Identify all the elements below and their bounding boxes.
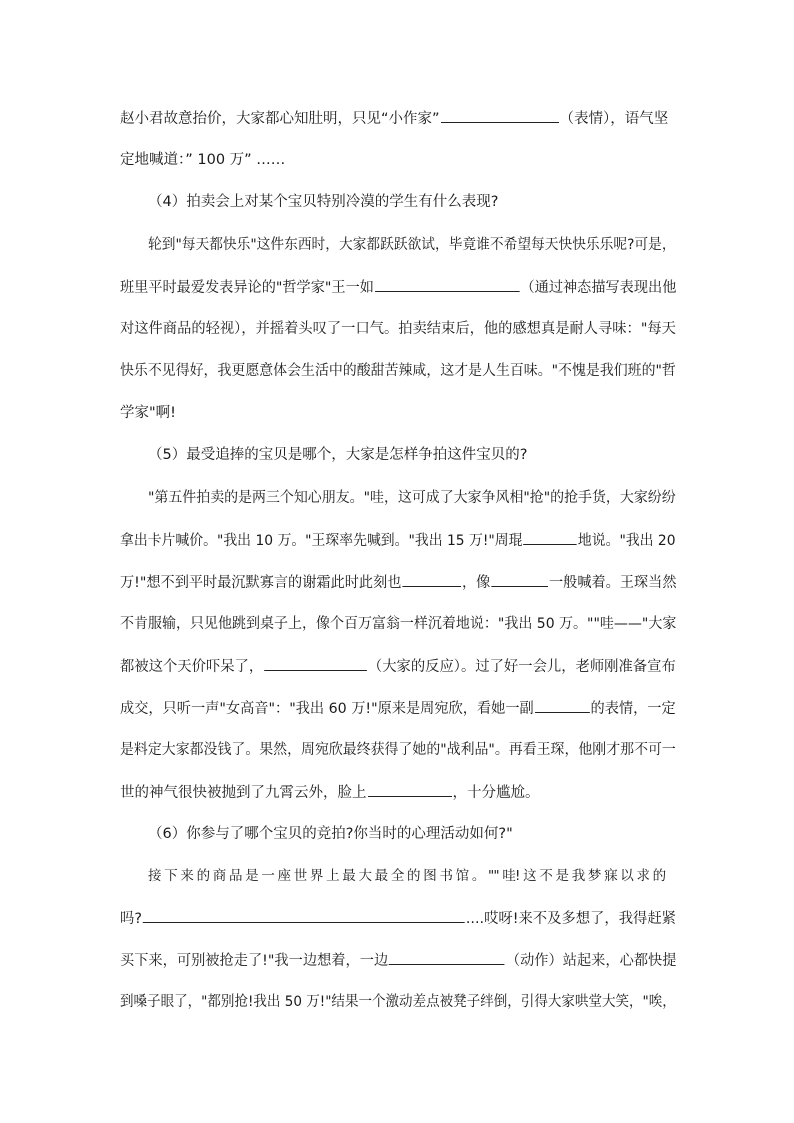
answer-blank[interactable]: [389, 950, 505, 965]
answer-blank[interactable]: [523, 530, 576, 545]
text-line: 学家"啊!: [120, 405, 176, 421]
answer-blank[interactable]: [441, 108, 559, 123]
text-line: 不肯服输，只见他跳到桌子上，像个百万富翁一样沉着地说："我出 50 万。""哇——"大家: [120, 616, 677, 632]
answer-blank[interactable]: [402, 572, 461, 587]
question-heading: （4）拍卖会上对某个宝贝特别冷漠的学生有什么表现?: [148, 194, 499, 210]
text-line: 拿出卡片喊价。"我出 10 万。"王琛率先喊到。"我出 15 万!"周琨 地说。"我出 20: [120, 530, 676, 551]
question-heading: （6）你参与了哪个宝贝的竞拍?你当时的心理活动如何?": [148, 826, 513, 842]
text-line: 是料定大家都没钱了。果然，周宛欣最终获得了她的"战利品"。再看王琛，他刚才那不可一: [120, 742, 676, 758]
text-line: 对这件商品的轻视），并摇着头叹了一口气。拍卖结束后，他的感想真是耐人寻味："每天: [120, 321, 676, 337]
answer-blank[interactable]: [143, 908, 465, 923]
text-line: 万!"想不到平时最沉默寡言的谢霜此时此刻也 ，像 一般喊着。王琛当然: [120, 572, 677, 593]
text-line: 赵小君故意抬价，大家都心知肚明，只见“小作家” （表情），语气坚: [120, 108, 668, 129]
answer-blank[interactable]: [491, 572, 548, 587]
text-line: 成交，只听一声"女高音"："我出 60 万!"原来是周宛欣，看她一副 的表情，一定: [120, 698, 676, 719]
text-line: 轮到"每天都快乐"这件东西时，大家都跃跃欲试，毕竟谁不希望每天快快乐乐呢?可是，: [148, 237, 676, 253]
text-line: 买下来，可别被抢走了!"我一边想着，一边 （动作）站起来，心都快提: [120, 950, 676, 971]
text-line: 都被这个天价吓呆了， （大家的反应）。过了好一会儿，老师刚准备宣布: [120, 656, 676, 677]
text-line: 快乐不见得好，我更愿意体会生活中的酸甜苦辣咸，这才是人生百味。"不愧是我们班的"哲: [120, 363, 676, 379]
text-line: 吗? ....哎呀!来不及多想了，我得赶紧: [120, 908, 676, 929]
answer-blank[interactable]: [368, 782, 452, 797]
question-heading: （5）最受追捧的宝贝是哪个，大家是怎样争拍这件宝贝的?: [148, 447, 528, 463]
answer-blank[interactable]: [535, 698, 590, 713]
text-line: 到嗓子眼了，"都别抢!我出 50 万!"结果一个激动差点被凳子绊倒，引得大家哄堂大笑，"唉，: [120, 994, 676, 1010]
answer-blank[interactable]: [264, 656, 367, 671]
answer-blank[interactable]: [375, 277, 520, 292]
text-line: 世的神气很快被抛到了九霄云外，脸上 ，十分尴尬。: [120, 782, 540, 803]
text-line: "第五件拍卖的是两三个知心朋友。"哇，这可成了大家争风相"抢"的抢手货，大家纷纷: [148, 490, 676, 506]
text-line: 定地喊道：” 100 万” ……: [120, 152, 286, 168]
text-line: 班里平时最爱发表异论的"哲学家"王一如 （通过神态描写表现出他: [120, 277, 676, 298]
text-line: 接 下 来 的 商 品 是 一 座 世 界 上 最 大 最 全 的 图 书 馆 。 "" 哇! 这 不 是 我 梦 寐 以 求 的: [148, 868, 666, 884]
